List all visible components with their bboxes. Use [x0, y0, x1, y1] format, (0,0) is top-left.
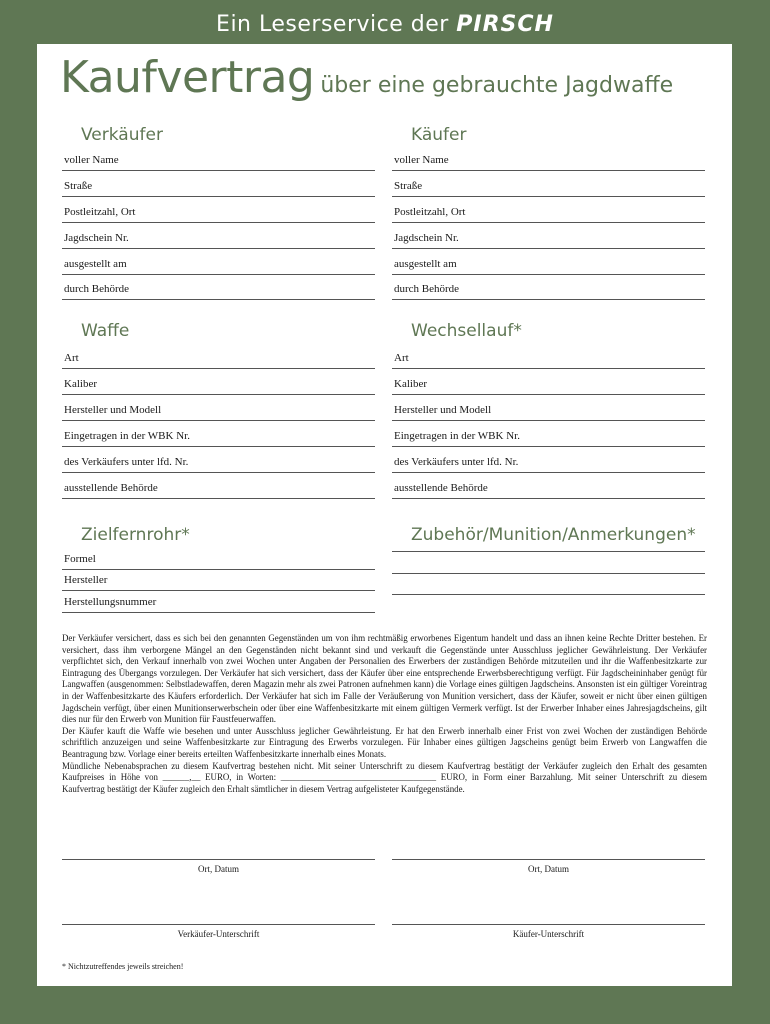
heading-kaeufer: Käufer: [411, 125, 467, 145]
field-verkaeufer-name[interactable]: voller Name: [62, 150, 375, 171]
field-zielfernrohr-formel[interactable]: Formel: [62, 549, 375, 570]
heading-verkaeufer: Verkäufer: [81, 125, 163, 145]
zubehoer-line[interactable]: [392, 572, 705, 574]
contract-paragraph: Der Käufer kauft die Waffe wie besehen und unter Ausschluss jeglicher Gewährleistung. Er hat den Erwerb innerhalb einer Frist von zwei Wochen der zuständigen Behörde schriftlich anzuzeigen und seine Waffenbesitzkarte zur Eintragung des Erwerbs vorzulegen. Für Inhaber eines gültigen Jagscheins genügt beim Erwerb von Langwaffen die Beantragung bzw. Vorlage einer bereits erteilten Waffenbesitzkarte innerhalb eines Monats.: [62, 725, 707, 759]
form-sheet: [37, 44, 732, 986]
field-waffe-kaliber[interactable]: Kaliber: [62, 374, 375, 395]
banner-prefix: Ein Leserservice der: [216, 12, 449, 37]
field-wechsellauf-hersteller[interactable]: Hersteller und Modell: [392, 400, 705, 421]
field-verkaeufer-jagdschein[interactable]: Jagdschein Nr.: [62, 228, 375, 249]
field-wechsellauf-kaliber[interactable]: Kaliber: [392, 374, 705, 395]
heading-zubehoer: Zubehör/Munition/Anmerkungen*: [411, 525, 696, 545]
field-kaeufer-ausgestellt[interactable]: ausgestellt am: [392, 254, 705, 275]
field-kaeufer-jagdschein[interactable]: Jagdschein Nr.: [392, 228, 705, 249]
title-main: Kaufvertrag: [60, 52, 315, 103]
label-ort-datum-left: Ort, Datum: [198, 864, 239, 874]
field-waffe-behoerde[interactable]: ausstellende Behörde: [62, 478, 375, 499]
field-kaeufer-behoerde[interactable]: durch Behörde: [392, 279, 705, 300]
field-zielfernrohr-hersteller[interactable]: Hersteller: [62, 570, 375, 591]
field-wechsellauf-wbk[interactable]: Eingetragen in der WBK Nr.: [392, 426, 705, 447]
field-kaeufer-strasse[interactable]: Straße: [392, 176, 705, 197]
verkaeufer-signature-line[interactable]: [62, 924, 375, 925]
contract-paragraph: Der Verkäufer versichert, dass es sich bei den genannten Gegenständen um von ihm rechtmäßig erworbenes Eigentum handelt und dass an ihnen keine Rechte Dritter bestehen. Er versichert, dass ihm verborgene Mängel an den Gegenständen nicht bekannt sind und verkauft die Gegenstände unter Ausschluss jeglicher Gewährleistung. Der Verkäufer verpflichtet sich, den Verkauf innerhalb von zwei Wochen unter Angaben der Personalien des Erwerbers der zuständigen Behörde mitzuteilen und ihr die Waffenbesitzkarte zur Eintragung des Übergangs vorzulegen. Der Verkäufer hat sich versichert, dass der Käufer über eine entsprechende Erwerbsberechtigung verfügt. Für Jagdscheininhaber genügt für Langwaffen (ausgenommen: Selbstladewaffen, deren Magazin mehr als zwei Patronen aufnehmen kann) die Vorlage eines gültigen Jagdscheins. Ansonsten ist ein gültiger Voreintrag in der Waffenbesitzkarte des Käufers erforderlich. Der Verkäufer hat sich im Falle der Veräußerung von Munition versichert, dass der Käufer, soweit er nicht über einen gültigen Jagdschein verfügt, über einen Munitionserwerbschein oder über eine Waffenbesitzkarte mit einem gültigen Vermerk verfügt. Ist der Erwerber Inhaber eines Jahresjagdscheins, gilt dies nur für den Erwerb von Munition für Faustfeuerwaffen.: [62, 633, 707, 725]
field-wechsellauf-behoerde[interactable]: ausstellende Behörde: [392, 478, 705, 499]
field-wechsellauf-art[interactable]: Art: [392, 348, 705, 369]
field-waffe-lfd-nr[interactable]: des Verkäufers unter lfd. Nr.: [62, 452, 375, 473]
label-kaeufer-signature: Käufer-Unterschrift: [512, 929, 585, 939]
ort-datum-line-right[interactable]: [392, 859, 705, 860]
brand-logo: PIRSCH: [456, 12, 554, 37]
field-verkaeufer-strasse[interactable]: Straße: [62, 176, 375, 197]
heading-waffe: Waffe: [81, 321, 130, 341]
heading-wechsellauf: Wechsellauf*: [411, 321, 522, 341]
field-verkaeufer-behoerde[interactable]: durch Behörde: [62, 279, 375, 300]
header-banner: [0, 12, 770, 37]
field-wechsellauf-lfd-nr[interactable]: des Verkäufers unter lfd. Nr.: [392, 452, 705, 473]
zubehoer-line[interactable]: [392, 593, 705, 595]
heading-zielfernrohr: Zielfernrohr*: [81, 525, 190, 545]
footnote: * Nichtzutreffendes jeweils streichen!: [62, 962, 184, 971]
document-title: [60, 52, 673, 103]
zubehoer-line[interactable]: [392, 550, 705, 552]
label-verkaeufer-signature: Verkäufer-Unterschrift: [177, 929, 260, 939]
field-zielfernrohr-herstellungsnummer[interactable]: Herstellungsnummer: [62, 592, 375, 613]
field-waffe-wbk[interactable]: Eingetragen in der WBK Nr.: [62, 426, 375, 447]
label-ort-datum-right: Ort, Datum: [528, 864, 569, 874]
field-waffe-hersteller[interactable]: Hersteller und Modell: [62, 400, 375, 421]
field-verkaeufer-ausgestellt[interactable]: ausgestellt am: [62, 254, 375, 275]
title-sub: über eine gebrauchte Jagdwaffe: [320, 73, 674, 98]
kaeufer-signature-line[interactable]: [392, 924, 705, 925]
contract-text: [62, 633, 707, 795]
field-waffe-art[interactable]: Art: [62, 348, 375, 369]
field-verkaeufer-plz-ort[interactable]: Postleitzahl, Ort: [62, 202, 375, 223]
contract-paragraph: Mündliche Nebenabsprachen zu diesem Kaufvertrag bestehen nicht. Mit seiner Unterschrift zu diesem Kaufvertrag bestätigt der Verkäufer zugleich den Erhalt des gesamten Kaufpreises in Höhe von ______,__ EURO, in Worten: ___________________________________ EURO, in Form einer Barzahlung. Mit seiner Unterschrift zu diesem Kaufvertrag bestätigt der Käufer zugleich den Erhalt sämtlicher in diesem Vertrag aufgelisteter Kaufgegenstände.: [62, 760, 707, 794]
ort-datum-line-left[interactable]: [62, 859, 375, 860]
field-kaeufer-name[interactable]: voller Name: [392, 150, 705, 171]
field-kaeufer-plz-ort[interactable]: Postleitzahl, Ort: [392, 202, 705, 223]
